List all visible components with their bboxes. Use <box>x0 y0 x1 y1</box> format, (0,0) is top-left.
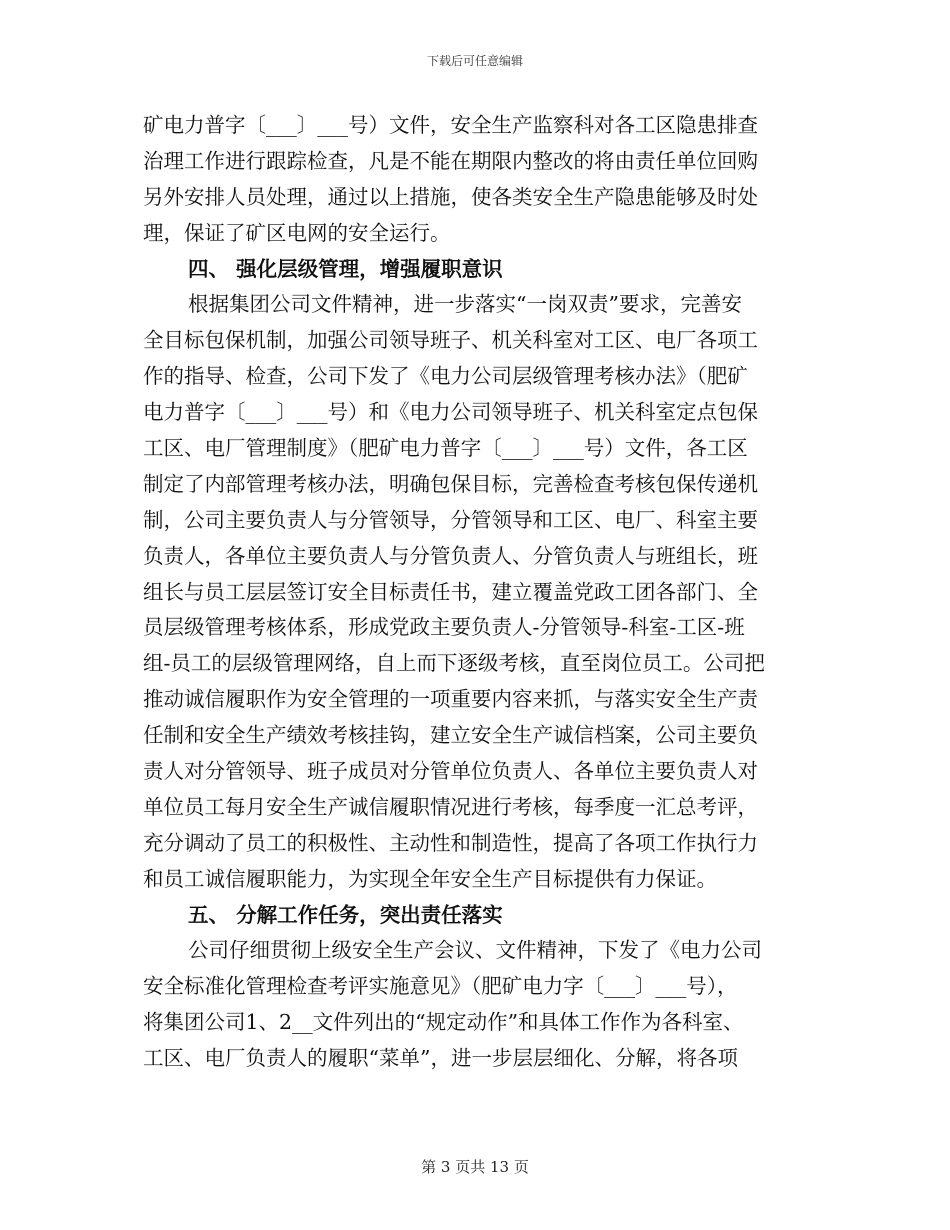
paragraph-line: 推动诚信履职作为安全管理的一项重要内容来抓，与落实安全生产责 <box>143 687 758 712</box>
paragraph-line: 作的指导、检查，公司下发了《电力公司层级管理考核办法》（肥矿 <box>143 364 748 389</box>
paragraph-line: 制，公司主要负责人与分管领导，分管领导和工区、电厂、科室主要 <box>143 507 758 532</box>
paragraph-line: 工区、电厂管理制度》（肥矿电力普字〔___〕___号）文件，各工区 <box>143 436 748 461</box>
paragraph-line: 责人对分管领导、班子成员对分管单位负责人、各单位主要负责人对 <box>143 759 758 784</box>
paragraph-line: 治理工作进行跟踪检查，凡是不能在期限内整改的将由责任单位回购 <box>143 148 758 173</box>
paragraph-line: 全目标包保机制，加强公司领导班子、机关科室对工区、电厂各项工 <box>143 328 758 353</box>
paragraph-line: 充分调动了员工的积极性、主动性和制造性，提高了各项工作执行力 <box>143 830 758 855</box>
paragraph-line: 电力普字〔___〕___号）和《电力公司领导班子、机关科室定点包保 <box>143 400 758 425</box>
paragraph-line: 工区、电厂负责人的履职“菜单”，进一步层层细化、分解，将各项 <box>143 1046 738 1071</box>
paragraph-line: 负责人，各单位主要负责人与分管负责人、分管负责人与班组长，班 <box>143 543 758 568</box>
paragraph-line: 组长与员工层层签订安全目标责任书，建立覆盖党政工团各部门、全 <box>143 579 758 604</box>
section-heading: 五、 分解工作任务，突出责任落实 <box>188 902 503 927</box>
paragraph-line: 和员工诚信履职能力，为实现全年安全生产目标提供有力保证。 <box>143 866 717 891</box>
paragraph-line: 理，保证了矿区电网的安全运行。 <box>143 220 451 245</box>
paragraph-line: 根据集团公司文件精神，进一步落实“一岗双责”要求，完善安 <box>188 292 742 317</box>
paragraph-line: 公司仔细贯彻上级安全生产会议、文件精神，下发了《电力公司 <box>188 938 762 963</box>
paragraph-line: 制定了内部管理考核办法，明确包保目标，完善检查考核包保传递机 <box>143 471 758 496</box>
paragraph-line: 将集团公司1、2__文件列出的“规定动作”和具体工作作为各科室、 <box>143 1010 744 1035</box>
paragraph-line: 安全标准化管理检查考评实施意见》（肥矿电力字〔___〕___号）， <box>143 974 738 999</box>
paragraph-line: 任制和安全生产绩效考核挂钩，建立安全生产诚信档案，公司主要负 <box>143 723 758 748</box>
paragraph-line: 矿电力普字〔___〕___号）文件，安全生产监察科对各工区隐患排查 <box>143 113 758 137</box>
page-header: 下载后可任意编辑 <box>426 54 523 68</box>
section-heading: 四、 强化层级管理，增强履职意识 <box>188 256 503 281</box>
document-body <box>143 108 807 1077</box>
paragraph-line: 单位员工每月安全生产诚信履职情况进行考核，每季度一汇总考评， <box>143 794 758 819</box>
paragraph-line: 员层级管理考核体系，形成党政主要负责人-分管领导-科室-工区-班 <box>143 615 745 640</box>
paragraph-line: 组-员工的层级管理网络，自上而下逐级考核，直至岗位员工。公司把 <box>143 651 765 676</box>
page-footer: 第 3 页共 13 页 <box>421 1158 529 1176</box>
paragraph-line: 另外安排人员处理，通过以上措施，使各类安全生产隐患能够及时处 <box>143 184 758 209</box>
